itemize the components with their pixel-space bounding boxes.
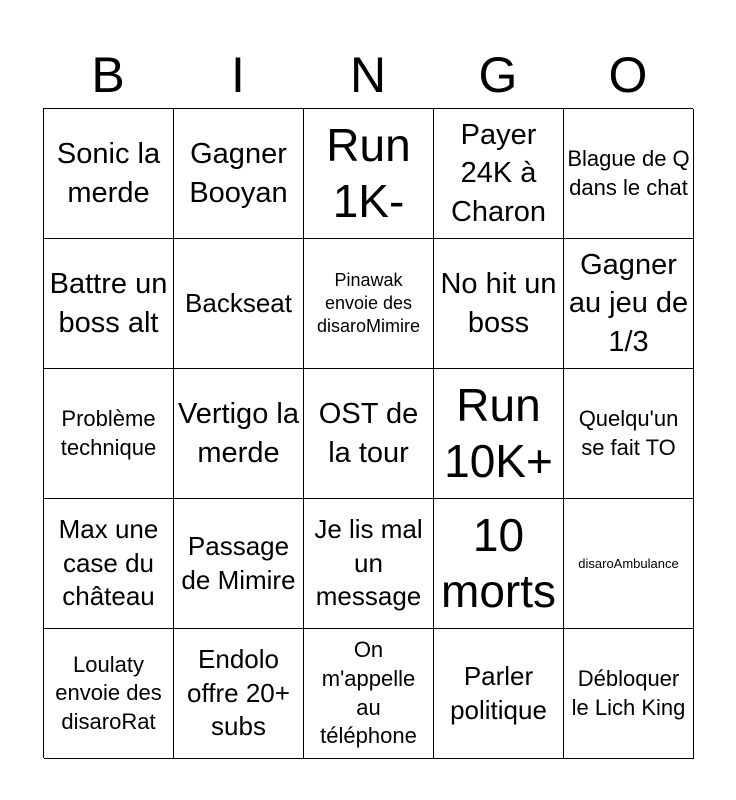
cell-text: OST de la tour bbox=[318, 397, 419, 469]
bingo-cell[interactable] bbox=[44, 239, 174, 369]
bingo-cell[interactable] bbox=[44, 629, 174, 759]
bingo-cell[interactable] bbox=[434, 109, 564, 239]
bingo-cell[interactable] bbox=[174, 499, 304, 629]
cell-text: disaroAmbulance bbox=[578, 555, 679, 571]
cell-text: Vertigo la merde bbox=[178, 397, 299, 469]
cell-text: Passage de Mimire bbox=[181, 530, 296, 595]
bingo-cell[interactable] bbox=[304, 239, 434, 369]
cell-text: Run 10K+ bbox=[444, 379, 553, 487]
cell-text: No hit un boss bbox=[440, 267, 557, 339]
header-letter-b: B bbox=[91, 47, 125, 103]
bingo-cell[interactable] bbox=[44, 369, 174, 499]
cell-text: Payer 24K à Charon bbox=[450, 118, 547, 228]
bingo-cell[interactable] bbox=[304, 629, 434, 759]
bingo-cell[interactable] bbox=[304, 369, 434, 499]
bingo-grid bbox=[43, 108, 693, 758]
cell-text: Quelqu'un se fait TO bbox=[578, 405, 679, 460]
bingo-cell[interactable] bbox=[564, 109, 694, 239]
cell-text: Backseat bbox=[185, 287, 292, 318]
cell-text: Débloquer le Lich King bbox=[571, 665, 686, 720]
bingo-cell[interactable] bbox=[564, 629, 694, 759]
bingo-header bbox=[43, 42, 693, 108]
cell-text: Gagner au jeu de 1/3 bbox=[568, 248, 689, 358]
bingo-cell[interactable] bbox=[174, 109, 304, 239]
cell-text: Endolo offre 20+ subs bbox=[187, 643, 290, 742]
bingo-cell[interactable] bbox=[564, 369, 694, 499]
header-letter-i: I bbox=[231, 47, 245, 103]
bingo-cell[interactable] bbox=[44, 109, 174, 239]
bingo-cell[interactable] bbox=[434, 369, 564, 499]
header-letter-g: G bbox=[478, 47, 518, 103]
header-letter-o: O bbox=[608, 47, 648, 103]
cell-text: Pinawak envoie des disaroMimire bbox=[316, 269, 421, 337]
bingo-cell[interactable] bbox=[174, 369, 304, 499]
bingo-cell[interactable] bbox=[304, 499, 434, 629]
bingo-cell[interactable] bbox=[564, 239, 694, 369]
cell-text: Max une case du château bbox=[58, 513, 159, 612]
bingo-cell[interactable] bbox=[174, 239, 304, 369]
cell-text: 10 morts bbox=[441, 509, 556, 617]
bingo-cell[interactable] bbox=[304, 109, 434, 239]
bingo-cell[interactable] bbox=[564, 499, 694, 629]
cell-text: Loulaty envoie des disaroRat bbox=[55, 651, 162, 734]
cell-text: Battre un boss alt bbox=[49, 267, 168, 339]
cell-text: Gagner Booyan bbox=[189, 137, 288, 209]
bingo-cell[interactable] bbox=[174, 629, 304, 759]
cell-text: Blague de Q dans le chat bbox=[567, 145, 690, 200]
bingo-cell[interactable] bbox=[434, 239, 564, 369]
cell-text: Je lis mal un message bbox=[314, 513, 423, 612]
cell-text: Parler politique bbox=[450, 660, 547, 725]
header-letter-n: N bbox=[349, 47, 387, 103]
cell-text: On m'appelle au téléphone bbox=[320, 637, 417, 749]
bingo-cell[interactable] bbox=[434, 629, 564, 759]
cell-text: Problème technique bbox=[60, 405, 157, 460]
cell-text: Sonic la merde bbox=[56, 137, 161, 209]
bingo-cell[interactable] bbox=[44, 499, 174, 629]
cell-text: Run 1K- bbox=[326, 119, 411, 227]
bingo-cell[interactable] bbox=[434, 499, 564, 629]
